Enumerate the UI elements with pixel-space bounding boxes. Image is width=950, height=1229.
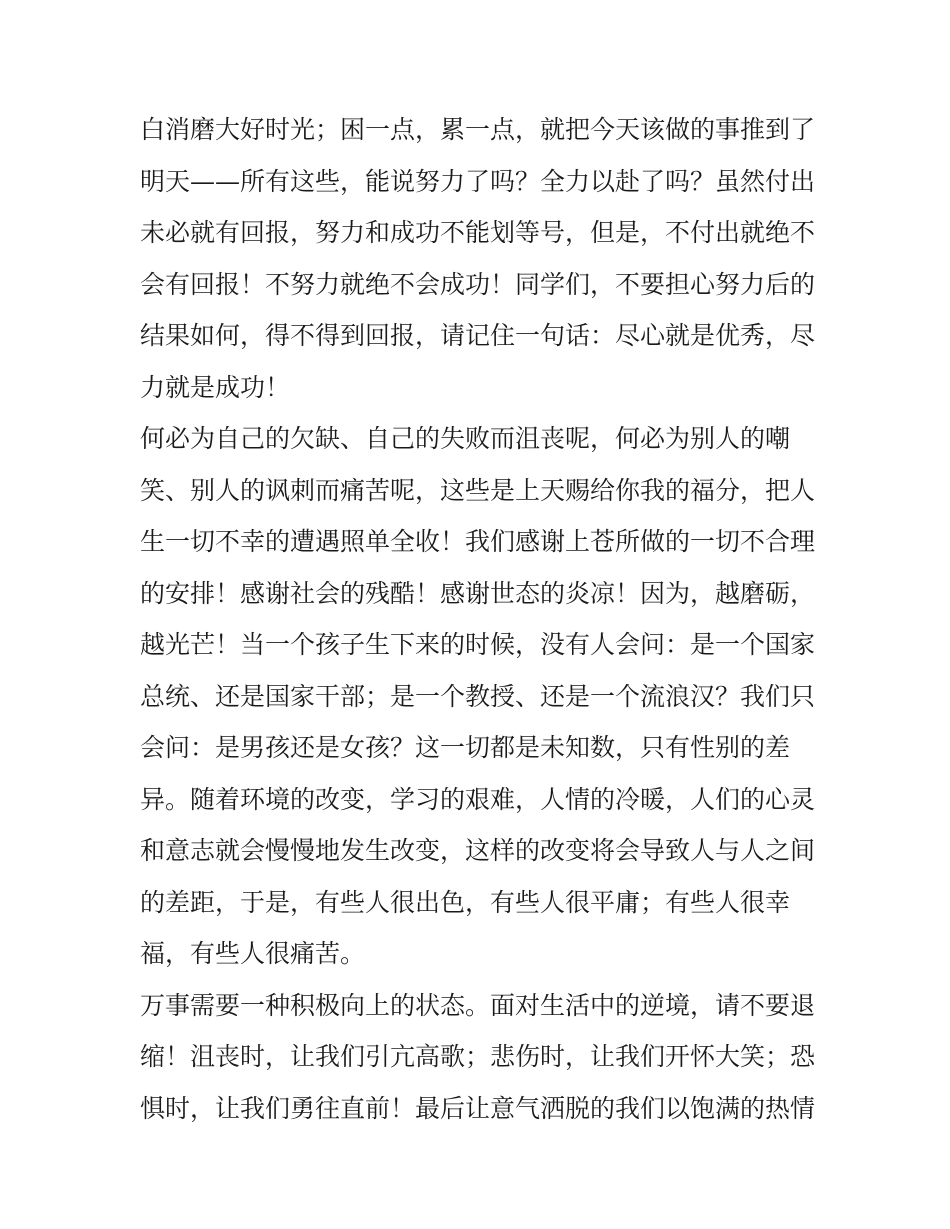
text-line: 的安排！感谢社会的残酷！感谢世态的炎凉！因为，越磨砺，	[140, 578, 816, 608]
text-line: 明天——所有这些，能说努力了吗？全力以赴了吗？虽然付出	[140, 166, 816, 196]
text-line: 生一切不幸的遭遇照单全收！我们感谢上苍所做的一切不合理	[140, 527, 816, 556]
document-body	[140, 104, 820, 1134]
text-line: 白消磨大好时光；困一点，累一点，就把今天该做的事推到了	[140, 115, 816, 144]
text-line: 和意志就会慢慢地发生改变，这样的改变将会导致人与人之间	[140, 836, 816, 865]
text-line: 会有回报！不努力就绝不会成功！同学们，不要担心努力后的	[140, 269, 816, 299]
text-line: 会问：是男孩还是女孩？这一切都是未知数，只有性别的差	[140, 733, 791, 762]
text-line: 笑、别人的讽刺而痛苦呢，这些是上天赐给你我的福分，把人	[140, 475, 816, 505]
text-line: 何必为自己的欠缺、自己的失败而沮丧呢，何必为别人的嘲	[140, 424, 791, 453]
text-line: 万事需要一种积极向上的状态。面对生活中的逆境，请不要退	[140, 990, 816, 1020]
text-line: 结果如何，得不得到回报，请记住一句话：尽心就是优秀，尽	[140, 321, 816, 350]
text-line: 的差距，于是，有些人很出色，有些人很平庸；有些人很幸	[140, 887, 791, 917]
text-line: 缩！沮丧时，让我们引亢高歌；悲伤时，让我们开怀大笑；恐	[140, 1042, 816, 1071]
text-line: 力就是成功！	[140, 372, 291, 402]
text-line: 惧时，让我们勇往直前！最后让意气洒脱的我们以饱满的热情	[140, 1093, 816, 1123]
text-line: 未必就有回报，努力和成功不能划等号，但是，不付出就绝不	[140, 218, 816, 247]
text-line: 异。随着环境的改变，学习的艰难，人情的冷暖，人们的心灵	[140, 784, 816, 814]
text-line: 福，有些人很痛苦。	[140, 939, 366, 968]
text-line: 总统、还是国家干部；是一个教授、还是一个流浪汉？我们只	[140, 681, 816, 711]
text-line: 越光芒！当一个孩子生下来的时候，没有人会问：是一个国家	[140, 630, 816, 659]
